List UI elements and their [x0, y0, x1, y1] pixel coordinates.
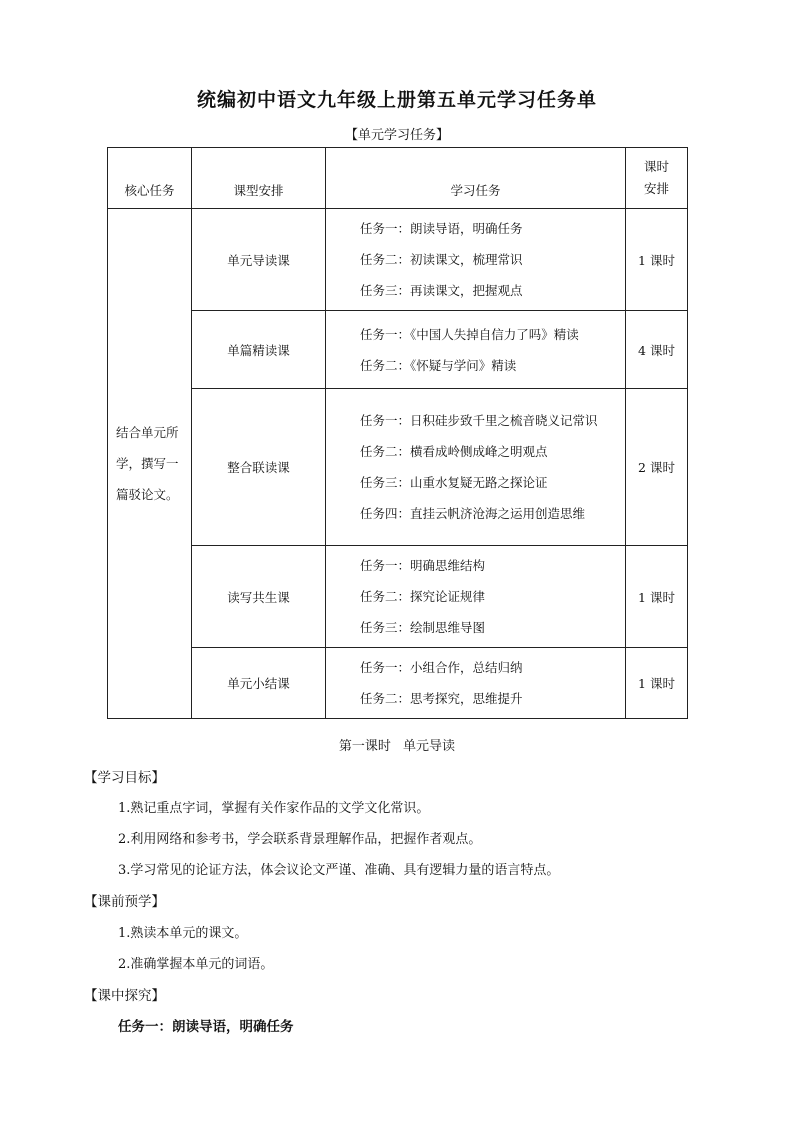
core-task-line: 篇驳论文。	[116, 487, 179, 502]
table-row	[108, 546, 688, 648]
task-item: 任务一：明确思维结构	[360, 558, 486, 573]
lesson-type-cell: 单篇精读课	[192, 311, 326, 389]
header-hours-line2: 安排	[643, 181, 669, 196]
task-item: 任务二：探究论证规律	[360, 589, 486, 604]
lesson-type-cell: 整合联读课	[192, 389, 326, 546]
task-item: 任务三：山重水复疑无路之探论证	[360, 475, 548, 490]
unit-task-table	[107, 147, 688, 719]
lesson-title: 第一课时 单元导读	[338, 739, 456, 754]
preview-item: 2.准确掌握本单元的词语。	[118, 957, 274, 972]
header-learning-task: 学习任务	[326, 148, 626, 209]
task-item: 任务三：再读课文，把握观点	[360, 283, 523, 298]
task-item: 任务二：《怀疑与学问》精读	[360, 357, 517, 373]
task-item: 任务一：小组合作，总结归纳	[360, 660, 523, 675]
hours-cell: 2 课时	[626, 389, 688, 546]
task-item: 任务二：横看成岭侧成峰之明观点	[360, 444, 548, 459]
hours-cell: 1 课时	[626, 209, 688, 311]
unit-tasks-heading: 【单元学习任务】	[344, 128, 449, 143]
objective-item: 2.利用网络和参考书，学会联系背景理解作品，把握作者观点。	[118, 832, 482, 847]
document-title: 统编初中语文九年级上册第五单元学习任务单	[196, 89, 597, 111]
table-row	[108, 389, 688, 546]
task-item: 任务二：初读课文，梳理常识	[360, 252, 523, 267]
header-lesson-type: 课型安排	[192, 148, 326, 209]
hours-cell: 4 课时	[626, 311, 688, 389]
header-hours	[626, 148, 688, 209]
table-row	[108, 648, 688, 719]
core-task-line: 学，撰写一	[116, 456, 179, 471]
task-list-cell	[326, 389, 626, 546]
task-item: 任务二：思考探究，思维提升	[360, 691, 523, 706]
hours-cell: 1 课时	[626, 546, 688, 648]
header-hours-line1: 课时	[643, 159, 669, 174]
preview-heading: 【课前预学】	[84, 894, 165, 910]
objective-item: 3.学习常见的论证方法，体会议论文严谨、准确、具有逻辑力量的语言特点。	[118, 863, 560, 878]
lesson-type-cell: 单元导读课	[192, 209, 326, 311]
task-item: 任务一：《中国人失掉自信力了吗》精读	[360, 326, 579, 342]
task-item: 任务一：日积硅步致千里之梳音晓义记常识	[360, 413, 598, 428]
core-task-cell	[108, 209, 192, 719]
task-one-heading: 任务一：朗读导语，明确任务	[118, 1019, 294, 1035]
preview-item: 1.熟读本单元的课文。	[118, 926, 248, 941]
core-task-line: 结合单元所	[116, 425, 179, 440]
lesson-type-cell: 读写共生课	[192, 546, 326, 648]
table-row	[108, 311, 688, 389]
objectives-heading: 【学习目标】	[84, 770, 165, 786]
task-list-cell	[326, 648, 626, 719]
header-core-task: 核心任务	[108, 148, 192, 209]
task-item: 任务一：朗读导语，明确任务	[360, 221, 523, 236]
table-row	[108, 209, 688, 311]
lesson-type-cell: 单元小结课	[192, 648, 326, 719]
task-list-cell	[326, 209, 626, 311]
task-item: 任务四：直挂云帆济沧海之运用创造思维	[360, 506, 586, 521]
task-item: 任务三：绘制思维导图	[360, 620, 486, 635]
objective-item: 1.熟记重点字词，掌握有关作家作品的文学文化常识。	[118, 801, 430, 816]
task-list-cell	[326, 546, 626, 648]
explore-heading: 【课中探究】	[84, 988, 165, 1004]
hours-cell: 1 课时	[626, 648, 688, 719]
table-header-row	[108, 148, 688, 209]
task-list-cell	[326, 311, 626, 389]
